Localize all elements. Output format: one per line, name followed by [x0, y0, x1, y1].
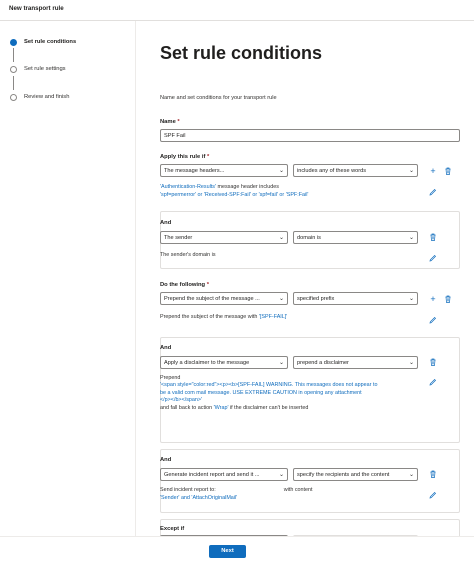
- step-current-icon: [10, 39, 17, 46]
- step-label: Review and finish: [24, 94, 70, 100]
- header-name-link[interactable]: 'Authentication-Results': [160, 184, 216, 190]
- action-description: Prepend the subject of the message with '[SPF-FAIL]': [160, 314, 288, 320]
- and-action-select[interactable]: Apply a disclaimer to the message ⌄: [160, 356, 288, 369]
- chevron-down-icon: ⌄: [408, 235, 414, 241]
- wizard-steps: [0, 21, 136, 536]
- prefix-link[interactable]: '[SPF-FAIL]': [258, 314, 288, 320]
- delete-icon[interactable]: [444, 295, 452, 303]
- delete-icon[interactable]: [429, 358, 437, 366]
- and-operator-select[interactable]: domain is ⌄: [293, 231, 418, 244]
- panel-header: [0, 0, 474, 21]
- disclaimer-text-link[interactable]: '<span style="color:red"><p><b>[SPF-FAIL] WARNING. This messages does not appear to be a valid com mail message. USE EXTREME CAUTION in opening any attachment </p></b></span>': [160, 382, 378, 404]
- chevron-down-icon: ⌄: [408, 360, 414, 366]
- step-connector: [13, 76, 14, 90]
- chevron-down-icon: ⌄: [278, 296, 284, 302]
- next-button[interactable]: Next: [209, 545, 246, 558]
- disclaimer-description: Prepend '<span style="color:red"><p><b>[SPF-FAIL] WARNING. This messages does not appear to be a valid com mail message. USE EXTREME CAUTION in opening any attachment </p></b></span>' and fall back to action 'Wrap' if the disclaimer can't be inserted: [160, 375, 378, 411]
- chevron-down-icon: ⌄: [278, 168, 284, 174]
- chevron-down-icon: ⌄: [278, 360, 284, 366]
- page-subtitle: Name and set conditions for your transport rule: [160, 95, 277, 101]
- and-label: And: [160, 220, 172, 226]
- page-title: Set rule conditions: [160, 43, 323, 63]
- fallback-action-link[interactable]: 'Wrap': [213, 404, 229, 411]
- chevron-down-icon: ⌄: [408, 296, 414, 302]
- step-review-and-finish[interactable]: [10, 92, 69, 102]
- apply-rule-label: Apply this rule if *: [160, 154, 210, 160]
- step-pending-icon: [10, 66, 17, 73]
- incident-content-link[interactable]: 'Sender' and 'AttachOriginalMail': [160, 494, 238, 501]
- chevron-down-icon: ⌄: [408, 168, 414, 174]
- incident-action-select[interactable]: Generate incident report and send it ... ⌄: [160, 468, 288, 481]
- panel-footer: [0, 536, 474, 563]
- step-label: Set rule settings: [24, 66, 66, 72]
- condition-operator-select[interactable]: includes any of these words ⌄: [293, 164, 418, 177]
- and-label: And: [160, 345, 172, 351]
- do-following-label: Do the following *: [160, 282, 209, 288]
- action-select[interactable]: Prepend the subject of the message ... ⌄: [160, 292, 288, 305]
- edit-icon[interactable]: [429, 254, 437, 262]
- step-set-rule-settings[interactable]: [10, 64, 66, 74]
- name-input[interactable]: SPF Fail: [160, 129, 460, 142]
- incident-description: Send incident report to: with content 'Sender' and 'AttachOriginalMail': [160, 487, 313, 501]
- and-incident-card: [160, 449, 460, 513]
- name-label: Name *: [160, 119, 180, 125]
- action-operator-select[interactable]: specified prefix ⌄: [293, 292, 418, 305]
- step-set-rule-conditions[interactable]: [10, 37, 76, 47]
- and-label: And: [160, 457, 172, 463]
- incident-operator-select[interactable]: specify the recipients and the content ⌄: [293, 468, 418, 481]
- delete-icon[interactable]: [429, 470, 437, 478]
- chevron-down-icon: ⌄: [408, 472, 414, 478]
- edit-icon[interactable]: [429, 378, 437, 386]
- add-action-icon[interactable]: +: [430, 294, 436, 304]
- edit-icon[interactable]: [429, 491, 437, 499]
- edit-icon[interactable]: [429, 188, 437, 196]
- and-action-operator-select[interactable]: prepend a disclaimer ⌄: [293, 356, 418, 369]
- sender-description: The sender's domain is: [160, 252, 216, 258]
- except-if-label: Except if: [160, 526, 185, 532]
- delete-icon[interactable]: [429, 233, 437, 241]
- delete-icon[interactable]: [444, 167, 452, 175]
- step-label: Set rule conditions: [24, 39, 77, 45]
- condition-select[interactable]: The message headers... ⌄: [160, 164, 288, 177]
- chevron-down-icon: ⌄: [278, 235, 284, 241]
- condition-description: 'Authentication-Results' message header includes 'spf=permerror' or 'Received-SPF:Fail' or 'spf=fail' or 'SPF:Fail': [160, 184, 309, 198]
- edit-icon[interactable]: [429, 316, 437, 324]
- panel-title: New transport rule: [9, 5, 64, 12]
- add-condition-icon[interactable]: +: [430, 166, 436, 176]
- header-words-link[interactable]: 'spf=permerror' or 'Received-SPF:Fail' or 'spf=fail' or 'SPF:Fail': [160, 191, 309, 198]
- and-condition-select[interactable]: The sender ⌄: [160, 231, 288, 244]
- step-pending-icon: [10, 94, 17, 101]
- step-connector: [13, 48, 14, 62]
- chevron-down-icon: ⌄: [278, 472, 284, 478]
